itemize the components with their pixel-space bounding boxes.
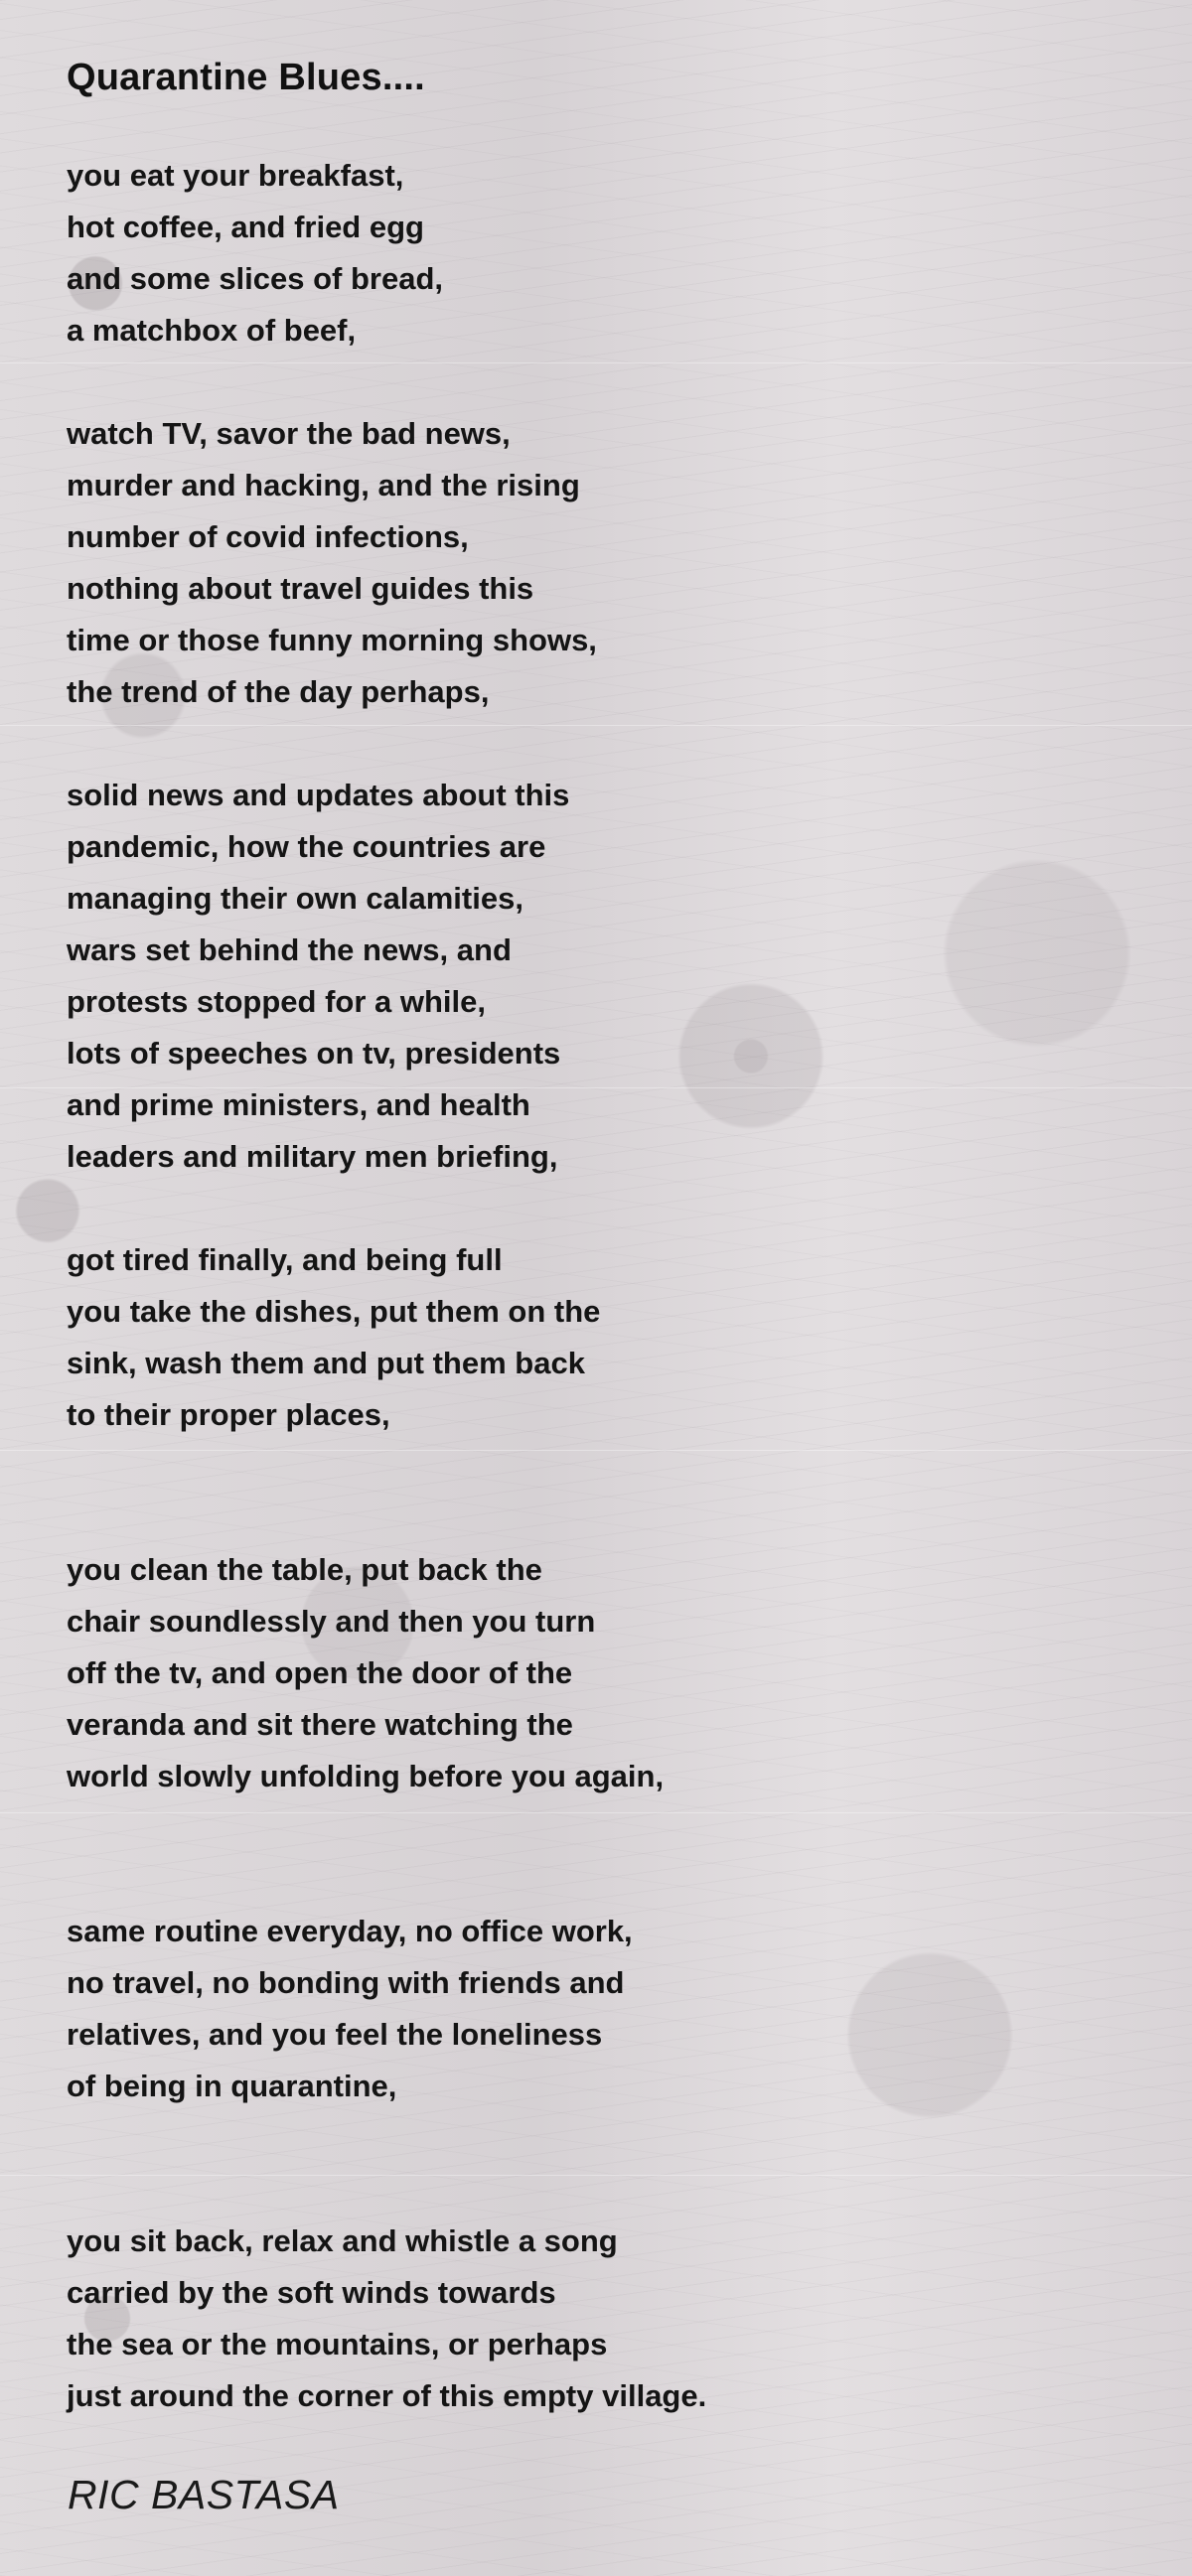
poem-line: lots of speeches on tv, presidents bbox=[67, 1036, 561, 1071]
poem-line: murder and hacking, and the rising bbox=[67, 468, 580, 502]
poem-line: you sit back, relax and whistle a song bbox=[67, 2223, 618, 2258]
poem-line: and some slices of bread, bbox=[67, 261, 444, 296]
poem-line: a matchbox of beef, bbox=[67, 313, 357, 348]
stanza-2 bbox=[67, 408, 1139, 718]
poem-line: you take the dishes, put them on the bbox=[67, 1294, 601, 1329]
poem-line: number of covid infections, bbox=[67, 519, 469, 554]
poem-line: the trend of the day perhaps, bbox=[67, 674, 490, 709]
poem-line: leaders and military men briefing, bbox=[67, 1139, 558, 1174]
stanza-5 bbox=[67, 1544, 1139, 1802]
poem-line: solid news and updates about this bbox=[67, 778, 570, 812]
poem-line: time or those funny morning shows, bbox=[67, 623, 597, 657]
stanza-7 bbox=[67, 2216, 1139, 2422]
poem-line: hot coffee, and fried egg bbox=[67, 210, 424, 244]
poem-line: veranda and sit there watching the bbox=[67, 1707, 573, 1742]
poem-line: protests stopped for a while, bbox=[67, 984, 486, 1019]
poem-line: same routine everyday, no office work, bbox=[67, 1914, 633, 1948]
poem-line: managing their own calamities, bbox=[67, 881, 523, 916]
poem-line: just around the corner of this empty village. bbox=[67, 2378, 707, 2413]
poem-line: relatives, and you feel the loneliness bbox=[67, 2017, 603, 2052]
stanza-3 bbox=[67, 770, 1139, 1183]
poem-line: pandemic, how the countries are bbox=[67, 829, 546, 864]
poem-line: watch TV, savor the bad news, bbox=[67, 416, 511, 451]
stanza-4 bbox=[67, 1234, 1139, 1441]
poem-author: RIC BASTASA bbox=[68, 2472, 340, 2517]
poem-line: and prime ministers, and health bbox=[67, 1087, 530, 1122]
poem-title: Quarantine Blues.... bbox=[67, 57, 425, 98]
poem-line: got tired finally, and being full bbox=[67, 1242, 503, 1277]
poem-line: nothing about travel guides this bbox=[67, 571, 534, 606]
poem-line: sink, wash them and put them back bbox=[67, 1346, 585, 1380]
poem-container bbox=[67, 50, 1139, 2422]
stanza-6 bbox=[67, 1906, 1139, 2112]
poem-line: of being in quarantine, bbox=[67, 2069, 397, 2103]
poem-line: you clean the table, put back the bbox=[67, 1552, 542, 1587]
poem-line: wars set behind the news, and bbox=[67, 932, 512, 967]
stanza-1 bbox=[67, 150, 1139, 357]
poem-line: chair soundlessly and then you turn bbox=[67, 1604, 596, 1639]
poem-line: to their proper places, bbox=[67, 1397, 390, 1432]
poem-line: you eat your breakfast, bbox=[67, 158, 404, 193]
poem-line: the sea or the mountains, or perhaps bbox=[67, 2327, 608, 2361]
poem-line: off the tv, and open the door of the bbox=[67, 1655, 573, 1690]
poem-line: world slowly unfolding before you again, bbox=[67, 1759, 665, 1793]
poem-line: no travel, no bonding with friends and bbox=[67, 1965, 625, 2000]
poem-line: carried by the soft winds towards bbox=[67, 2275, 556, 2310]
